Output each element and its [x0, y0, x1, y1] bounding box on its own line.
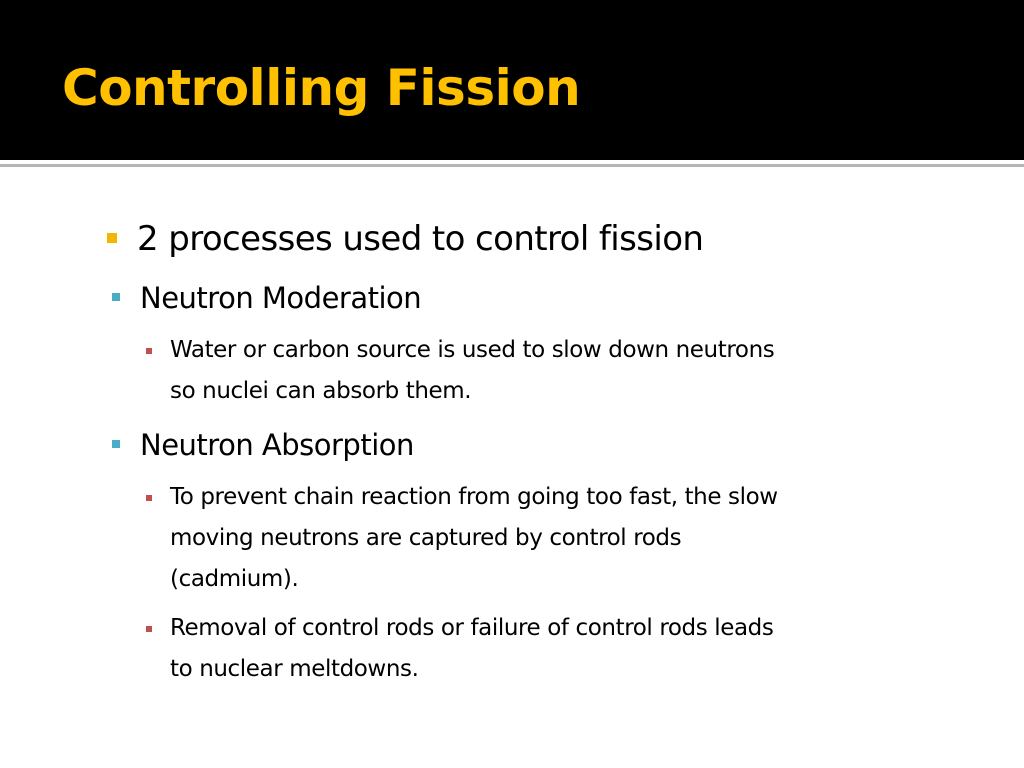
- square-bullet-icon: [146, 495, 152, 501]
- square-bullet-icon: [107, 233, 117, 243]
- bullet-text-line: so nuclei can absorb them.: [170, 378, 472, 404]
- bullet-text-line: (cadmium).: [170, 566, 299, 592]
- bullet-text: Neutron Absorption: [140, 428, 414, 462]
- bullet-level3-prevent-chain-reaction: [170, 477, 970, 600]
- square-bullet-icon: [112, 293, 120, 301]
- bullet-level2-neutron-absorption: [140, 427, 560, 463]
- bullet-text: Neutron Moderation: [140, 281, 422, 315]
- bullet-level1-processes: [137, 219, 797, 259]
- bullet-text-line: moving neutrons are captured by control rods: [170, 525, 682, 551]
- bullet-level2-neutron-moderation: [140, 280, 560, 316]
- square-bullet-icon: [146, 348, 152, 354]
- bullet-level3-water-carbon: [170, 330, 950, 412]
- bullet-level3-removal-control-rods: [170, 608, 970, 690]
- square-bullet-icon: [146, 626, 152, 632]
- bullet-text: 2 processes used to control fission: [137, 219, 704, 259]
- square-bullet-icon: [112, 440, 120, 448]
- bullet-text-line: Water or carbon source is used to slow down neutrons: [170, 337, 775, 363]
- bullet-text-line: To prevent chain reaction from going too fast, the slow: [170, 484, 778, 510]
- bullet-text-line: to nuclear meltdowns.: [170, 656, 419, 682]
- bullet-text-line: Removal of control rods or failure of control rods leads: [170, 615, 774, 641]
- slide-title: Controlling Fission: [62, 59, 581, 117]
